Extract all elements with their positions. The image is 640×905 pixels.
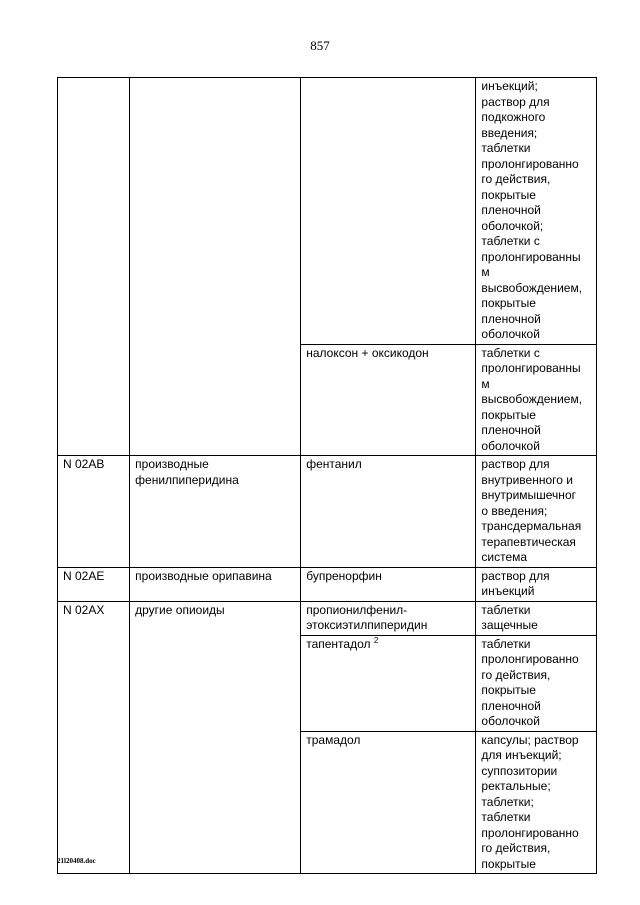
atc-code-cell: N 02AE	[58, 567, 130, 601]
table-row	[58, 456, 597, 568]
table-row	[58, 78, 597, 345]
dosage-form-cell: таблетки защечные	[476, 601, 597, 635]
table-row	[58, 601, 597, 635]
page-number: 857	[310, 38, 330, 53]
drug-table	[57, 77, 597, 874]
dosage-form-cell: капсулы; раствор для инъекций; суппозитории ректальные; таблетки; таблетки пролонгированно го действия, покрытые	[476, 731, 597, 874]
drug-name-cell: налоксон + оксикодон	[301, 344, 476, 456]
atc-code-cell	[58, 78, 130, 456]
dosage-form-cell: таблетки пролонгированно го действия, покрытые пленочной оболочкой	[476, 635, 597, 731]
drug-name-text: тапентадол	[306, 636, 371, 651]
table-row	[58, 567, 597, 601]
group-cell: производные фенилпиперидина	[130, 456, 301, 568]
dosage-form-cell: инъекций; раствор для подкожного введения; таблетки пролонгированно го действия, покрытые пленочной оболочкой; таблетки с пролонгированны м высвобождением, покрытые пленочной оболочкой	[476, 78, 597, 345]
atc-code-cell: N 02AB	[58, 456, 130, 568]
dosage-form-cell: раствор для инъекций	[476, 567, 597, 601]
atc-code-cell: N 02AX	[58, 601, 130, 874]
group-cell	[130, 78, 301, 456]
drug-name-cell: пропионилфенил- этоксиэтилпиперидин	[301, 601, 476, 635]
dosage-form-cell: таблетки с пролонгированны м высвобождением, покрытые пленочной оболочкой	[476, 344, 597, 456]
group-cell: другие опиоиды	[130, 601, 301, 874]
drug-name-cell	[301, 635, 476, 731]
drug-name-cell	[301, 78, 476, 345]
dosage-form-cell: раствор для внутривенного и внутримышечног о введения; трансдермальная терапевтическая система	[476, 456, 597, 568]
drug-name-cell: бупренорфин	[301, 567, 476, 601]
document-file-code: 21l20408.doc	[57, 857, 96, 865]
drug-name-cell: трамадол	[301, 731, 476, 874]
drug-name-cell: фентанил	[301, 456, 476, 568]
footnote-mark: 2	[373, 635, 379, 645]
group-cell: производные орипавина	[130, 567, 301, 601]
